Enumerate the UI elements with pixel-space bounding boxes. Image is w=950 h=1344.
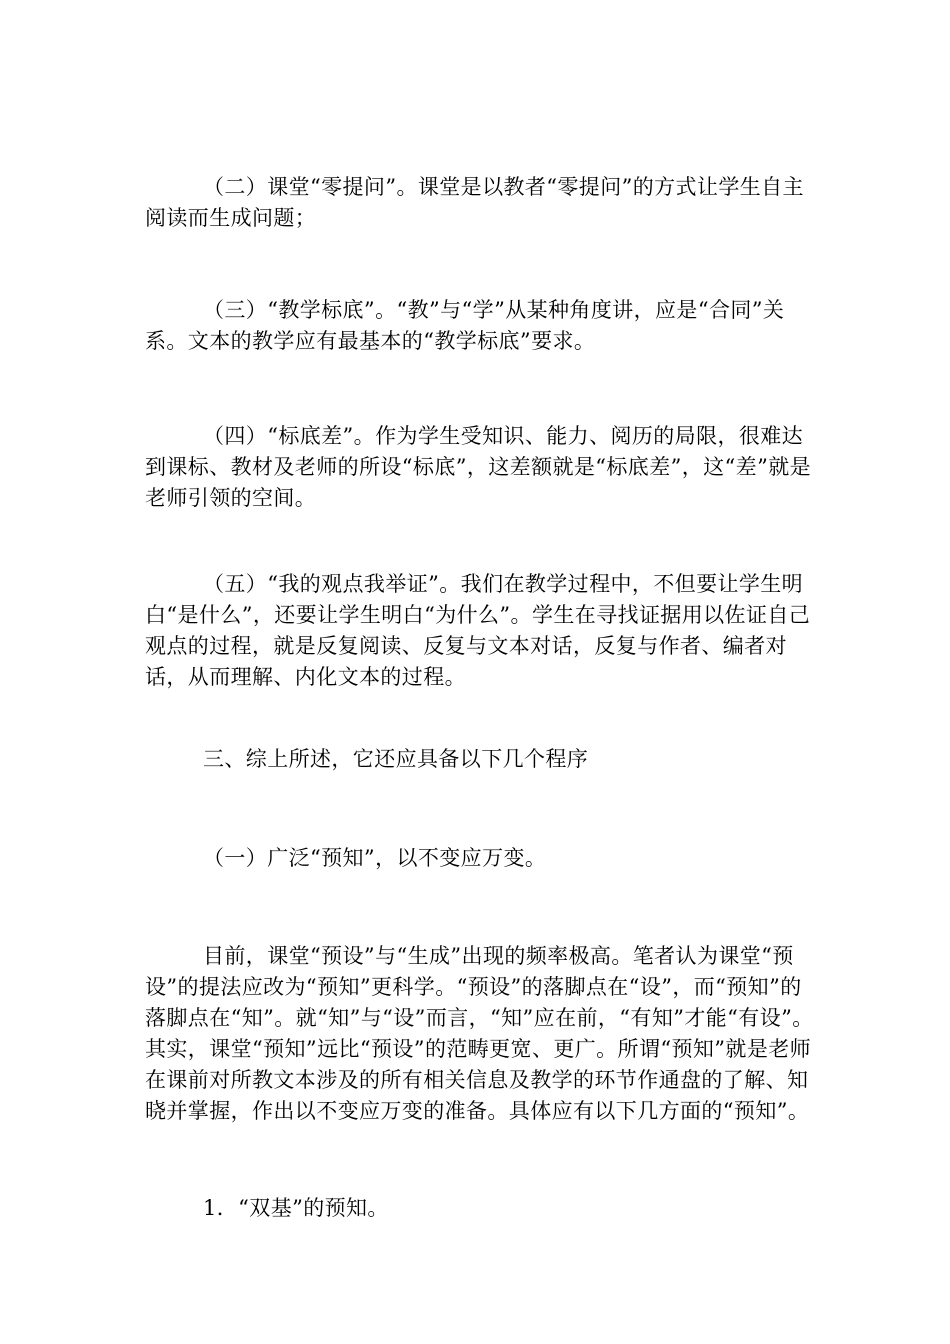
list-item-double-basics: 1．“双基”的预知。 — [203, 1196, 389, 1220]
section-heading-procedures: 三、综上所述，它还应具备以下几个程序 — [203, 747, 589, 771]
paragraph-preset-vs-foreknowledge: 目前，课堂“预设”与“生成”出现的频率极高。笔者认为课堂“预设”的提法应改为“预知”更科学。“预设”的落脚点在“设”，而“预知”的落脚点在“知”。就“知”与“设”而言，“知”应在前，“有知”才能“有设”。其实，课堂“预知”远比“预设”的范畴更宽、更广。所谓“预知”就是老师在课前对所教文本涉及的所有相关信息及教学的环节作通盘的了解、知晓并掌握，作出以不变应万变的准备。具体应有以下几方面的“预知”。 — [145, 944, 814, 1123]
paragraph-baseline-gap: （四）“标底差”。作为学生受知识、能力、阅历的局限，很难达到课标、教材及老师的所设“标底”，这差额就是“标底差”，这“差”就是老师引领的空间。 — [145, 424, 812, 510]
paragraph-my-view-my-evidence: （五）“我的观点我举证”。我们在教学过程中，不但要让学生明白“是什么”，还要让学生明白“为什么”。学生在寻找证据用以佐证自己观点的过程，就是反复阅读、反复与文本对话，反复与作者、编者对话，从而理解、内化文本的过程。 — [145, 572, 811, 689]
paragraph-teaching-baseline: （三）“教学标底”。“教”与“学”从某种角度讲，应是“合同”关系。文本的教学应有最基本的“教学标底”要求。 — [145, 298, 785, 353]
paragraph-classroom-zero-questions: （二）课堂“零提问”。课堂是以教者“零提问”的方式让学生自主阅读而生成问题； — [145, 175, 804, 230]
subheading-broad-foreknowledge: （一）广泛“预知”，以不变应万变。 — [203, 846, 547, 870]
